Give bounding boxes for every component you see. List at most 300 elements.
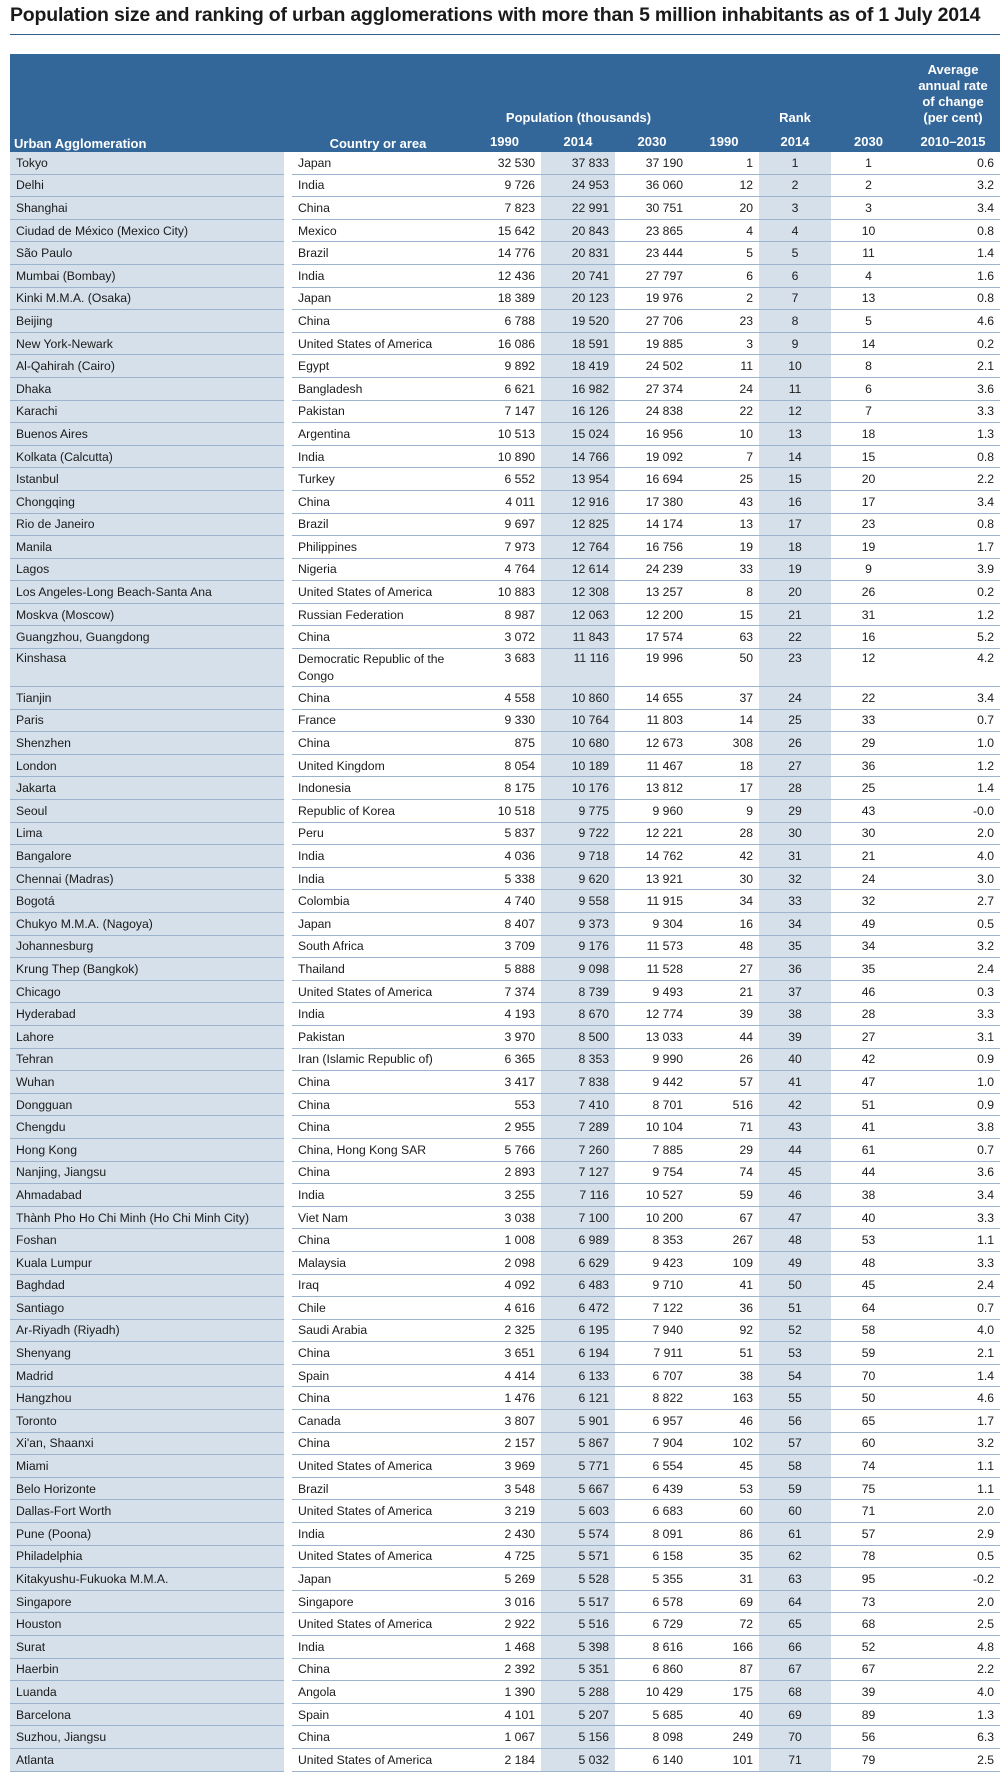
cell-rank-1990: 5 [689,242,759,265]
cell-agglomeration: Karachi [10,400,288,423]
cell-rank-1990: 9 [689,800,759,823]
cell-pop-1990: 2 430 [468,1523,541,1546]
cell-pop-2030: 24 502 [615,355,689,378]
cell-pop-1990: 3 016 [468,1590,541,1613]
cell-pop-2030: 12 200 [615,603,689,626]
cell-agglomeration: Tianjin [10,687,288,710]
cell-country: China [288,1387,468,1410]
cell-rank-2030: 15 [831,445,906,468]
cell-pop-2014: 20 741 [541,264,615,287]
cell-rank-2030: 43 [831,800,906,823]
cell-rate: 1.7 [906,1410,1000,1433]
cell-pop-2030: 11 573 [615,935,689,958]
cell-country: India [288,445,468,468]
cell-rank-2014: 26 [759,732,831,755]
cell-pop-2014: 6 472 [541,1297,615,1320]
cell-rate: 3.3 [906,1206,1000,1229]
cell-rate: 4.2 [906,649,1000,687]
cell-agglomeration: Thành Pho Ho Chi Minh (Ho Chi Minh City) [10,1206,288,1229]
cell-rank-1990: 46 [689,1410,759,1433]
cell-pop-2030: 9 493 [615,980,689,1003]
cell-agglomeration: Ar-Riyadh (Riyadh) [10,1319,288,1342]
cell-country: China [288,1116,468,1139]
cell-pop-2014: 14 766 [541,445,615,468]
cell-country: Russian Federation [288,603,468,626]
table-row [10,1681,1000,1704]
cell-pop-2014: 5 351 [541,1658,615,1681]
cell-rank-2014: 57 [759,1432,831,1455]
cell-rank-2030: 24 [831,867,906,890]
cell-pop-1990: 5 888 [468,958,541,981]
cell-rank-2014: 48 [759,1229,831,1252]
cell-rank-1990: 166 [689,1636,759,1659]
cell-country: United Kingdom [288,754,468,777]
cell-pop-2030: 7 885 [615,1138,689,1161]
cell-country: United States of America [288,581,468,604]
cell-country: China [288,687,468,710]
cell-pop-2014: 11 843 [541,626,615,649]
cell-rank-2014: 31 [759,845,831,868]
table-row [10,687,1000,710]
cell-pop-2014: 10 764 [541,709,615,732]
table-row [10,1364,1000,1387]
cell-country: Spain [288,1364,468,1387]
cell-pop-2014: 12 308 [541,581,615,604]
cell-rank-2030: 30 [831,822,906,845]
cell-pop-2030: 8 616 [615,1636,689,1659]
cell-rank-1990: 6 [689,264,759,287]
cell-rank-2014: 25 [759,709,831,732]
cell-country: Thailand [288,958,468,981]
cell-agglomeration: Baghdad [10,1274,288,1297]
cell-agglomeration: Lahore [10,1025,288,1048]
cell-agglomeration: Chicago [10,980,288,1003]
cell-pop-1990: 4 725 [468,1545,541,1568]
cell-country: China, Hong Kong SAR [288,1138,468,1161]
col-header-rank-2030: 2030 [831,126,906,152]
cell-rank-2030: 26 [831,581,906,604]
cell-rate: 3.6 [906,1161,1000,1184]
table-row [10,822,1000,845]
cell-rate: 0.3 [906,980,1000,1003]
cell-rank-2030: 59 [831,1342,906,1365]
table-row [10,264,1000,287]
cell-country: Japan [288,152,468,174]
cell-rank-2014: 45 [759,1161,831,1184]
cell-rank-2014: 10 [759,355,831,378]
cell-pop-2030: 24 838 [615,400,689,423]
cell-pop-2014: 5 867 [541,1432,615,1455]
cell-agglomeration: Buenos Aires [10,423,288,446]
cell-rate: 3.1 [906,1025,1000,1048]
cell-rank-2030: 35 [831,958,906,981]
cell-pop-1990: 5 269 [468,1568,541,1591]
cell-pop-2030: 23 444 [615,242,689,265]
cell-rate: 3.3 [906,1251,1000,1274]
cell-country: China [288,310,468,333]
cell-rank-2014: 34 [759,913,831,936]
cell-agglomeration: Philadelphia [10,1545,288,1568]
table-row [10,490,1000,513]
cell-country: India [288,1003,468,1026]
cell-country: China [288,1432,468,1455]
cell-rate: 2.9 [906,1523,1000,1546]
cell-pop-2014: 12 614 [541,558,615,581]
cell-pop-2014: 8 739 [541,980,615,1003]
cell-rate: 3.4 [906,490,1000,513]
cell-agglomeration: Johannesburg [10,935,288,958]
cell-rank-2030: 95 [831,1568,906,1591]
cell-rank-1990: 26 [689,1048,759,1071]
cell-rank-2014: 29 [759,800,831,823]
cell-rank-2030: 70 [831,1364,906,1387]
table-row [10,800,1000,823]
cell-pop-2030: 8 091 [615,1523,689,1546]
cell-rank-2014: 51 [759,1297,831,1320]
cell-agglomeration: Miami [10,1455,288,1478]
cell-pop-1990: 2 955 [468,1116,541,1139]
cell-country: China [288,1342,468,1365]
cell-rate: 1.7 [906,536,1000,559]
cell-agglomeration: Al-Qahirah (Cairo) [10,355,288,378]
cell-rank-2014: 66 [759,1636,831,1659]
cell-pop-2014: 11 116 [541,649,615,687]
cell-pop-2014: 5 207 [541,1703,615,1726]
cell-agglomeration: Xi'an, Shaanxi [10,1432,288,1455]
cell-rank-2014: 3 [759,197,831,220]
cell-rate: 0.5 [906,1545,1000,1568]
cell-rate: -0.0 [906,800,1000,823]
cell-rank-2030: 50 [831,1387,906,1410]
table-row [10,709,1000,732]
table-row [10,174,1000,197]
cell-pop-2030: 6 578 [615,1590,689,1613]
cell-pop-2030: 12 673 [615,732,689,755]
table-row [10,1477,1000,1500]
cell-agglomeration: Mumbai (Bombay) [10,264,288,287]
cell-country: Malaysia [288,1251,468,1274]
cell-pop-1990: 1 067 [468,1726,541,1749]
cell-rank-2030: 17 [831,490,906,513]
cell-rank-2030: 7 [831,400,906,423]
cell-rank-2014: 27 [759,754,831,777]
cell-country: Viet Nam [288,1206,468,1229]
cell-rank-2014: 37 [759,980,831,1003]
cell-country: Singapore [288,1590,468,1613]
cell-pop-2030: 19 092 [615,445,689,468]
cell-rate: 2.1 [906,355,1000,378]
cell-agglomeration: Kuala Lumpur [10,1251,288,1274]
cell-country: Iran (Islamic Republic of) [288,1048,468,1071]
cell-pop-2030: 11 528 [615,958,689,981]
cell-rank-1990: 15 [689,603,759,626]
cell-rate: 2.2 [906,1658,1000,1681]
cell-pop-2014: 5 032 [541,1748,615,1771]
cell-rank-1990: 17 [689,777,759,800]
cell-pop-1990: 4 193 [468,1003,541,1026]
cell-country: India [288,1523,468,1546]
cell-pop-1990: 8 175 [468,777,541,800]
table-row [10,219,1000,242]
cell-agglomeration: Delhi [10,174,288,197]
cell-agglomeration: Chennai (Madras) [10,867,288,890]
cell-pop-1990: 2 184 [468,1748,541,1771]
table-row [10,1184,1000,1207]
cell-rate: 3.4 [906,197,1000,220]
cell-rank-2014: 39 [759,1025,831,1048]
cell-rank-1990: 86 [689,1523,759,1546]
cell-rank-1990: 29 [689,1138,759,1161]
cell-pop-1990: 2 157 [468,1432,541,1455]
cell-pop-2014: 6 121 [541,1387,615,1410]
cell-pop-2014: 8 353 [541,1048,615,1071]
cell-pop-2030: 11 803 [615,709,689,732]
col-header-pop-1990: 1990 [468,126,541,152]
cell-rank-2014: 28 [759,777,831,800]
cell-rate: 1.1 [906,1477,1000,1500]
cell-pop-2030: 19 996 [615,649,689,687]
cell-country: Pakistan [288,1025,468,1048]
cell-rank-2030: 58 [831,1319,906,1342]
cell-pop-1990: 5 338 [468,867,541,890]
cell-rank-2014: 2 [759,174,831,197]
cell-pop-2014: 5 517 [541,1590,615,1613]
cell-rate: 4.6 [906,310,1000,333]
cell-rate: 2.2 [906,468,1000,491]
cell-pop-1990: 3 709 [468,935,541,958]
cell-rank-2014: 1 [759,152,831,174]
table-row [10,1726,1000,1749]
cell-rank-2014: 53 [759,1342,831,1365]
cell-pop-2030: 9 710 [615,1274,689,1297]
cell-rate: 4.6 [906,1387,1000,1410]
cell-pop-1990: 7 823 [468,197,541,220]
cell-agglomeration: Kolkata (Calcutta) [10,445,288,468]
cell-rank-2030: 74 [831,1455,906,1478]
cell-pop-1990: 7 973 [468,536,541,559]
cell-pop-2030: 14 174 [615,513,689,536]
table-row [10,423,1000,446]
cell-pop-1990: 3 072 [468,626,541,649]
cell-agglomeration: Toronto [10,1410,288,1433]
cell-country: China [288,1726,468,1749]
cell-rank-1990: 44 [689,1025,759,1048]
cell-pop-1990: 3 970 [468,1025,541,1048]
cell-agglomeration: Hangzhou [10,1387,288,1410]
cell-rank-2030: 89 [831,1703,906,1726]
cell-rank-1990: 35 [689,1545,759,1568]
cell-rank-2030: 49 [831,913,906,936]
cell-rate: 0.9 [906,1093,1000,1116]
cell-rank-2014: 63 [759,1568,831,1591]
cell-rank-1990: 23 [689,310,759,333]
cell-rank-1990: 45 [689,1455,759,1478]
cell-country: Japan [288,287,468,310]
cell-pop-2030: 17 574 [615,626,689,649]
cell-rank-2014: 8 [759,310,831,333]
cell-rate: 2.1 [906,1342,1000,1365]
table-row [10,1455,1000,1478]
cell-agglomeration: Kinki M.M.A. (Osaka) [10,287,288,310]
cell-agglomeration: Barcelona [10,1703,288,1726]
cell-rate: 2.5 [906,1748,1000,1771]
table-row [10,958,1000,981]
cell-pop-1990: 3 219 [468,1500,541,1523]
cell-pop-2030: 19 976 [615,287,689,310]
cell-pop-2014: 9 098 [541,958,615,981]
table-row [10,1432,1000,1455]
cell-pop-1990: 32 530 [468,152,541,174]
cell-rank-2014: 62 [759,1545,831,1568]
cell-rank-1990: 1 [689,152,759,174]
cell-rank-1990: 41 [689,1274,759,1297]
cell-country: Republic of Korea [288,800,468,823]
cell-agglomeration: Lima [10,822,288,845]
cell-rate: 2.0 [906,1590,1000,1613]
cell-pop-2030: 5 355 [615,1568,689,1591]
cell-pop-2030: 23 865 [615,219,689,242]
cell-rank-2014: 17 [759,513,831,536]
cell-rank-1990: 516 [689,1093,759,1116]
cell-rank-2030: 14 [831,332,906,355]
cell-pop-1990: 16 086 [468,332,541,355]
cell-pop-2030: 14 655 [615,687,689,710]
cell-rank-2014: 21 [759,603,831,626]
cell-agglomeration: Hyderabad [10,1003,288,1026]
cell-pop-2014: 9 722 [541,822,615,845]
cell-pop-2030: 16 956 [615,423,689,446]
cell-rank-2030: 71 [831,1500,906,1523]
cell-pop-2030: 27 706 [615,310,689,333]
cell-rank-2030: 31 [831,603,906,626]
cell-pop-2030: 7 904 [615,1432,689,1455]
cell-pop-2030: 13 921 [615,867,689,890]
cell-pop-2014: 7 116 [541,1184,615,1207]
cell-rank-1990: 4 [689,219,759,242]
table-row [10,355,1000,378]
cell-agglomeration: Ciudad de México (Mexico City) [10,219,288,242]
cell-rank-1990: 38 [689,1364,759,1387]
cell-rank-1990: 12 [689,174,759,197]
cell-pop-2030: 30 751 [615,197,689,220]
cell-rank-2014: 70 [759,1726,831,1749]
agglomerations-table [10,54,1000,1772]
cell-rank-2030: 5 [831,310,906,333]
cell-rate: 2.7 [906,890,1000,913]
cell-country: Colombia [288,890,468,913]
cell-rank-2014: 35 [759,935,831,958]
cell-pop-2014: 7 100 [541,1206,615,1229]
table-row [10,377,1000,400]
cell-agglomeration: Kitakyushu-Fukuoka M.M.A. [10,1568,288,1591]
cell-rank-2014: 59 [759,1477,831,1500]
cell-rank-2030: 42 [831,1048,906,1071]
table-row [10,935,1000,958]
cell-rank-2014: 54 [759,1364,831,1387]
cell-pop-2030: 6 729 [615,1613,689,1636]
cell-pop-1990: 3 548 [468,1477,541,1500]
cell-rank-1990: 71 [689,1116,759,1139]
cell-rank-2030: 47 [831,1071,906,1094]
cell-rank-1990: 69 [689,1590,759,1613]
cell-pop-2014: 20 843 [541,219,615,242]
cell-rate: 0.8 [906,445,1000,468]
cell-rank-2014: 18 [759,536,831,559]
cell-pop-2014: 12 916 [541,490,615,513]
cell-pop-1990: 12 436 [468,264,541,287]
cell-pop-2014: 9 620 [541,867,615,890]
cell-rank-2014: 16 [759,490,831,513]
cell-pop-2030: 6 554 [615,1455,689,1478]
cell-rank-2014: 44 [759,1138,831,1161]
cell-rank-2030: 12 [831,649,906,687]
cell-rank-1990: 42 [689,845,759,868]
table-row [10,1590,1000,1613]
cell-country: Bangladesh [288,377,468,400]
cell-rank-2014: 55 [759,1387,831,1410]
cell-rank-2014: 69 [759,1703,831,1726]
cell-pop-2030: 24 239 [615,558,689,581]
cell-rank-2030: 16 [831,626,906,649]
cell-pop-1990: 4 558 [468,687,541,710]
cell-rank-1990: 53 [689,1477,759,1500]
cell-rank-1990: 37 [689,687,759,710]
table-row [10,867,1000,890]
cell-country: India [288,867,468,890]
cell-country: India [288,174,468,197]
cell-pop-2014: 13 954 [541,468,615,491]
cell-agglomeration: Wuhan [10,1071,288,1094]
cell-rank-1990: 59 [689,1184,759,1207]
table-row [10,468,1000,491]
cell-pop-2030: 10 104 [615,1116,689,1139]
cell-pop-1990: 1 468 [468,1636,541,1659]
cell-rank-2030: 20 [831,468,906,491]
cell-rank-2030: 10 [831,219,906,242]
table-row [10,242,1000,265]
cell-rank-1990: 51 [689,1342,759,1365]
cell-rank-1990: 308 [689,732,759,755]
cell-pop-1990: 5 766 [468,1138,541,1161]
cell-rank-1990: 18 [689,754,759,777]
cell-pop-1990: 14 776 [468,242,541,265]
table-row [10,980,1000,1003]
cell-rank-2030: 25 [831,777,906,800]
cell-pop-2030: 17 380 [615,490,689,513]
cell-agglomeration: Los Angeles-Long Beach-Santa Ana [10,581,288,604]
table-row [10,1161,1000,1184]
cell-rank-2030: 52 [831,1636,906,1659]
cell-rank-1990: 11 [689,355,759,378]
cell-pop-1990: 2 922 [468,1613,541,1636]
cell-pop-2014: 12 063 [541,603,615,626]
cell-pop-2014: 37 833 [541,152,615,174]
cell-rank-2030: 39 [831,1681,906,1704]
col-header-urban: Urban Agglomeration [10,54,288,152]
cell-pop-1990: 10 883 [468,581,541,604]
cell-agglomeration: Paris [10,709,288,732]
cell-pop-2030: 6 140 [615,1748,689,1771]
table-row [10,332,1000,355]
cell-rate: 1.3 [906,1703,1000,1726]
cell-pop-1990: 10 890 [468,445,541,468]
cell-pop-2014: 7 127 [541,1161,615,1184]
table-row [10,1319,1000,1342]
cell-rank-2014: 40 [759,1048,831,1071]
cell-rank-2030: 6 [831,377,906,400]
cell-rate: 1.4 [906,1364,1000,1387]
cell-rank-1990: 87 [689,1658,759,1681]
